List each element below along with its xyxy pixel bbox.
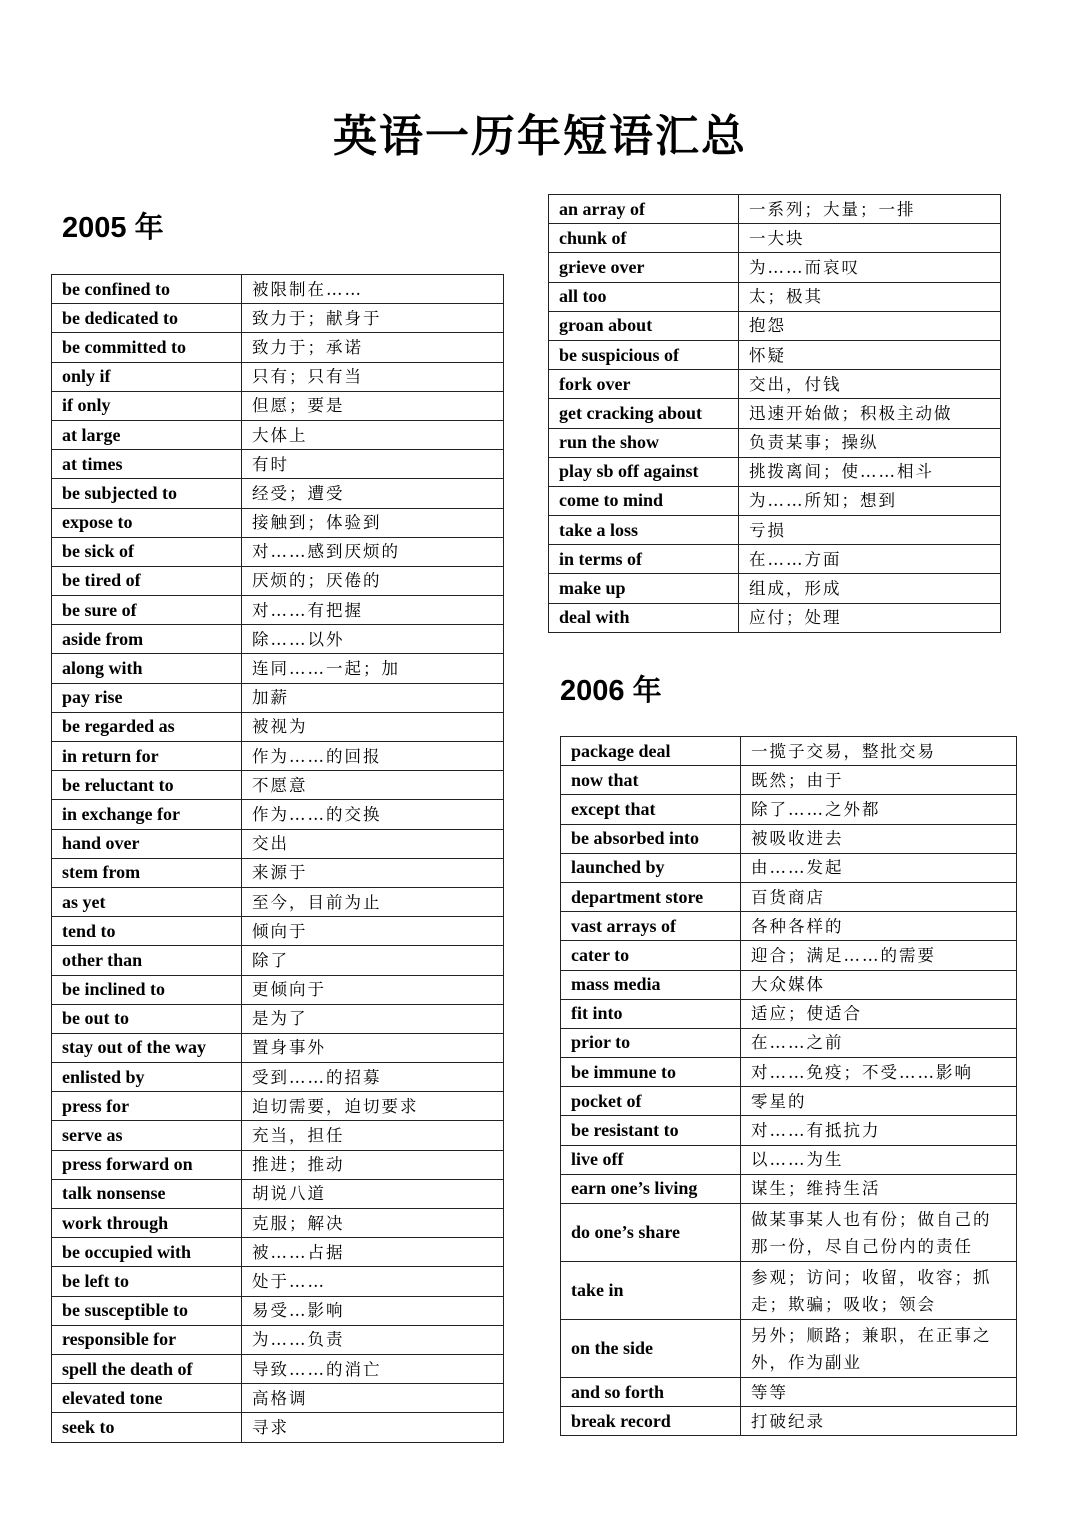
table-row bbox=[549, 545, 1001, 574]
phrase-meaning: 交出，付钱 bbox=[739, 370, 1001, 399]
table-row bbox=[549, 195, 1001, 224]
table-row bbox=[561, 1116, 1017, 1145]
phrase-english: in terms of bbox=[549, 545, 739, 574]
table-row bbox=[52, 537, 504, 566]
phrase-meaning: 充当，担任 bbox=[242, 1121, 504, 1150]
phrase-meaning: 一大块 bbox=[739, 224, 1001, 253]
table-row bbox=[561, 970, 1017, 999]
phrase-english: be regarded as bbox=[52, 712, 242, 741]
phrase-english: responsible for bbox=[52, 1325, 242, 1354]
table-row bbox=[52, 975, 504, 1004]
table-row bbox=[52, 596, 504, 625]
table-row bbox=[52, 275, 504, 304]
table-row bbox=[52, 800, 504, 829]
phrase-english: tend to bbox=[52, 917, 242, 946]
table-row bbox=[549, 253, 1001, 282]
phrase-english: pocket of bbox=[561, 1087, 741, 1116]
phrase-english: as yet bbox=[52, 887, 242, 916]
phrase-meaning: 被……占据 bbox=[242, 1238, 504, 1267]
phrase-english: deal with bbox=[549, 603, 739, 632]
phrase-english: spell the death of bbox=[52, 1354, 242, 1383]
phrase-english: in return for bbox=[52, 742, 242, 771]
phrase-meaning: 厌烦的；厌倦的 bbox=[242, 566, 504, 595]
phrase-meaning: 应付；处理 bbox=[739, 603, 1001, 632]
year-heading-2006: 2006 年 bbox=[560, 675, 662, 707]
table-row bbox=[561, 1174, 1017, 1203]
phrase-meaning: 为……所知；想到 bbox=[739, 486, 1001, 515]
phrase-meaning: 处于…… bbox=[242, 1267, 504, 1296]
table-row bbox=[52, 1267, 504, 1296]
table-row bbox=[52, 1004, 504, 1033]
table-row bbox=[561, 1320, 1017, 1378]
phrase-english: be susceptible to bbox=[52, 1296, 242, 1325]
table-row bbox=[52, 683, 504, 712]
phrase-english: be left to bbox=[52, 1267, 242, 1296]
phrase-meaning: 大众媒体 bbox=[741, 970, 1017, 999]
phrase-meaning: 置身事外 bbox=[242, 1033, 504, 1062]
phrase-english: play sb off against bbox=[549, 457, 739, 486]
phrase-meaning: 被吸收进去 bbox=[741, 824, 1017, 853]
table-row bbox=[52, 858, 504, 887]
table-row bbox=[52, 712, 504, 741]
phrase-english: launched by bbox=[561, 853, 741, 882]
phrase-english: be absorbed into bbox=[561, 824, 741, 853]
phrase-english: be occupied with bbox=[52, 1238, 242, 1267]
table-row bbox=[52, 1121, 504, 1150]
table-row bbox=[561, 912, 1017, 941]
phrase-english: only if bbox=[52, 362, 242, 391]
table-row bbox=[549, 603, 1001, 632]
phrase-english: stay out of the way bbox=[52, 1033, 242, 1062]
table-row bbox=[52, 917, 504, 946]
table-row bbox=[52, 1179, 504, 1208]
phrase-meaning: 高格调 bbox=[242, 1384, 504, 1413]
phrase-english: department store bbox=[561, 882, 741, 911]
phrase-meaning: 既然；由于 bbox=[741, 766, 1017, 795]
phrase-english: in exchange for bbox=[52, 800, 242, 829]
phrase-meaning: 推进；推动 bbox=[242, 1150, 504, 1179]
phrase-meaning: 适应；使适合 bbox=[741, 999, 1017, 1028]
phrase-meaning: 作为……的交换 bbox=[242, 800, 504, 829]
phrase-meaning: 倾向于 bbox=[242, 917, 504, 946]
phrase-meaning: 有时 bbox=[242, 450, 504, 479]
phrase-meaning: 为……负责 bbox=[242, 1325, 504, 1354]
phrase-meaning: 至今，目前为止 bbox=[242, 887, 504, 916]
table-row bbox=[561, 882, 1017, 911]
table-row bbox=[549, 370, 1001, 399]
phrase-english: be immune to bbox=[561, 1058, 741, 1087]
phrase-english: be dedicated to bbox=[52, 304, 242, 333]
phrase-english: along with bbox=[52, 654, 242, 683]
table-row bbox=[549, 486, 1001, 515]
phrase-english: package deal bbox=[561, 737, 741, 766]
phrase-meaning: 参观；访问；收留，收容；抓走；欺骗；吸收；领会 bbox=[741, 1262, 1017, 1320]
phrase-meaning: 抱怨 bbox=[739, 311, 1001, 340]
phrase-meaning: 由……发起 bbox=[741, 853, 1017, 882]
table-row bbox=[561, 1087, 1017, 1116]
table-row bbox=[52, 1033, 504, 1062]
table-row bbox=[549, 574, 1001, 603]
phrase-english: at times bbox=[52, 450, 242, 479]
table-row bbox=[561, 1204, 1017, 1262]
phrase-english: earn one’s living bbox=[561, 1174, 741, 1203]
phrase-english: at large bbox=[52, 420, 242, 449]
phrase-english: enlisted by bbox=[52, 1063, 242, 1092]
phrase-english: be subjected to bbox=[52, 479, 242, 508]
phrase-meaning: 寻求 bbox=[242, 1413, 504, 1442]
phrase-english: take a loss bbox=[549, 516, 739, 545]
phrase-meaning: 除了……之外都 bbox=[741, 795, 1017, 824]
table-row bbox=[561, 1028, 1017, 1057]
phrase-english: make up bbox=[549, 574, 739, 603]
phrase-meaning: 除了 bbox=[242, 946, 504, 975]
phrase-meaning: 谋生；维持生活 bbox=[741, 1174, 1017, 1203]
table-row bbox=[52, 1384, 504, 1413]
phrase-meaning: 除……以外 bbox=[242, 625, 504, 654]
phrase-meaning: 被视为 bbox=[242, 712, 504, 741]
table-row bbox=[561, 853, 1017, 882]
table-row bbox=[561, 1145, 1017, 1174]
phrase-meaning: 以……为生 bbox=[741, 1145, 1017, 1174]
table-row bbox=[52, 391, 504, 420]
phrase-english: prior to bbox=[561, 1028, 741, 1057]
phrase-table-2005 bbox=[51, 274, 504, 1443]
phrase-english: press for bbox=[52, 1092, 242, 1121]
phrase-english: fork over bbox=[549, 370, 739, 399]
phrase-meaning: 交出 bbox=[242, 829, 504, 858]
table-row bbox=[549, 457, 1001, 486]
phrase-english: do one’s share bbox=[561, 1204, 741, 1262]
phrase-english: mass media bbox=[561, 970, 741, 999]
table-row bbox=[561, 1058, 1017, 1087]
phrase-meaning: 致力于；承诺 bbox=[242, 333, 504, 362]
phrase-meaning: 零星的 bbox=[741, 1087, 1017, 1116]
phrase-english: talk nonsense bbox=[52, 1179, 242, 1208]
table-row bbox=[561, 737, 1017, 766]
phrase-english: hand over bbox=[52, 829, 242, 858]
phrase-english: work through bbox=[52, 1209, 242, 1238]
phrase-meaning: 在……方面 bbox=[739, 545, 1001, 574]
phrase-meaning: 接触到；体验到 bbox=[242, 508, 504, 537]
phrase-english: take in bbox=[561, 1262, 741, 1320]
phrase-meaning: 是为了 bbox=[242, 1004, 504, 1033]
phrase-meaning: 迫切需要，迫切要求 bbox=[242, 1092, 504, 1121]
phrase-english: be tired of bbox=[52, 566, 242, 595]
phrase-meaning: 连同……一起；加 bbox=[242, 654, 504, 683]
page-title: 英语一历年短语汇总 bbox=[333, 111, 747, 162]
table-row bbox=[52, 625, 504, 654]
phrase-meaning: 来源于 bbox=[242, 858, 504, 887]
phrase-meaning: 怀疑 bbox=[739, 340, 1001, 369]
table-row bbox=[52, 1063, 504, 1092]
phrase-meaning: 太；极其 bbox=[739, 282, 1001, 311]
phrase-english: serve as bbox=[52, 1121, 242, 1150]
table-row bbox=[52, 1296, 504, 1325]
phrase-english: cater to bbox=[561, 941, 741, 970]
phrase-english: other than bbox=[52, 946, 242, 975]
phrase-english: aside from bbox=[52, 625, 242, 654]
table-row bbox=[549, 311, 1001, 340]
phrase-english: break record bbox=[561, 1407, 741, 1436]
phrase-english: run the show bbox=[549, 428, 739, 457]
table-row bbox=[549, 282, 1001, 311]
phrase-english: and so forth bbox=[561, 1378, 741, 1407]
table-row bbox=[561, 1262, 1017, 1320]
phrase-meaning: 对……免疫；不受……影响 bbox=[741, 1058, 1017, 1087]
phrase-meaning: 大体上 bbox=[242, 420, 504, 449]
phrase-meaning: 打破纪录 bbox=[741, 1407, 1017, 1436]
phrase-meaning: 不愿意 bbox=[242, 771, 504, 800]
phrase-meaning: 导致……的消亡 bbox=[242, 1354, 504, 1383]
table-row bbox=[52, 304, 504, 333]
table-row bbox=[52, 1354, 504, 1383]
phrase-english: all too bbox=[549, 282, 739, 311]
table-row bbox=[52, 1238, 504, 1267]
phrase-meaning: 一揽子交易，整批交易 bbox=[741, 737, 1017, 766]
phrase-english: grieve over bbox=[549, 253, 739, 282]
phrase-english: be sick of bbox=[52, 537, 242, 566]
table-row bbox=[52, 1209, 504, 1238]
phrase-meaning: 克服；解决 bbox=[242, 1209, 504, 1238]
table-row bbox=[549, 428, 1001, 457]
phrase-meaning: 各种各样的 bbox=[741, 912, 1017, 941]
phrase-english: except that bbox=[561, 795, 741, 824]
phrase-meaning: 经受；遭受 bbox=[242, 479, 504, 508]
phrase-meaning: 胡说八道 bbox=[242, 1179, 504, 1208]
phrase-meaning: 迅速开始做；积极主动做 bbox=[739, 399, 1001, 428]
table-row bbox=[549, 340, 1001, 369]
year-heading-2005: 2005 年 bbox=[62, 212, 164, 244]
phrase-meaning: 另外；顺路；兼职，在正事之外，作为副业 bbox=[741, 1320, 1017, 1378]
table-row bbox=[52, 771, 504, 800]
phrase-english: be out to bbox=[52, 1004, 242, 1033]
table-row bbox=[52, 1413, 504, 1442]
table-row bbox=[52, 362, 504, 391]
phrase-meaning: 被限制在…… bbox=[242, 275, 504, 304]
phrase-english: chunk of bbox=[549, 224, 739, 253]
table-row bbox=[52, 479, 504, 508]
phrase-english: live off bbox=[561, 1145, 741, 1174]
table-row bbox=[52, 829, 504, 858]
phrase-english: come to mind bbox=[549, 486, 739, 515]
table-row bbox=[561, 1407, 1017, 1436]
phrase-meaning: 组成，形成 bbox=[739, 574, 1001, 603]
phrase-english: get cracking about bbox=[549, 399, 739, 428]
phrase-meaning: 对……有抵抗力 bbox=[741, 1116, 1017, 1145]
phrase-meaning: 更倾向于 bbox=[242, 975, 504, 1004]
table-row bbox=[52, 450, 504, 479]
phrase-meaning: 易受…影响 bbox=[242, 1296, 504, 1325]
phrase-english: fit into bbox=[561, 999, 741, 1028]
phrase-meaning: 百货商店 bbox=[741, 882, 1017, 911]
table-row bbox=[52, 887, 504, 916]
table-row bbox=[52, 1325, 504, 1354]
phrase-english: be committed to bbox=[52, 333, 242, 362]
phrase-meaning: 负责某事；操纵 bbox=[739, 428, 1001, 457]
table-row bbox=[561, 941, 1017, 970]
phrase-english: be suspicious of bbox=[549, 340, 739, 369]
table-row bbox=[549, 516, 1001, 545]
phrase-meaning: 挑拨离间；使……相斗 bbox=[739, 457, 1001, 486]
phrase-english: now that bbox=[561, 766, 741, 795]
phrase-english: stem from bbox=[52, 858, 242, 887]
phrase-english: elevated tone bbox=[52, 1384, 242, 1413]
phrase-english: be inclined to bbox=[52, 975, 242, 1004]
phrase-english: be sure of bbox=[52, 596, 242, 625]
phrase-meaning: 作为……的回报 bbox=[242, 742, 504, 771]
phrase-meaning: 亏损 bbox=[739, 516, 1001, 545]
phrase-meaning: 只有；只有当 bbox=[242, 362, 504, 391]
phrase-english: be confined to bbox=[52, 275, 242, 304]
table-row bbox=[561, 1378, 1017, 1407]
phrase-english: vast arrays of bbox=[561, 912, 741, 941]
phrase-english: if only bbox=[52, 391, 242, 420]
table-row bbox=[52, 1150, 504, 1179]
table-row bbox=[52, 420, 504, 449]
phrase-meaning: 受到……的招募 bbox=[242, 1063, 504, 1092]
table-row bbox=[561, 824, 1017, 853]
table-row bbox=[561, 795, 1017, 824]
phrase-english: on the side bbox=[561, 1320, 741, 1378]
phrase-meaning: 为……而哀叹 bbox=[739, 253, 1001, 282]
table-row bbox=[561, 999, 1017, 1028]
phrase-english: an array of bbox=[549, 195, 739, 224]
table-row bbox=[52, 946, 504, 975]
phrase-meaning: 但愿；要是 bbox=[242, 391, 504, 420]
phrase-meaning: 致力于；献身于 bbox=[242, 304, 504, 333]
table-row bbox=[52, 654, 504, 683]
phrase-table-2006 bbox=[560, 736, 1017, 1436]
phrase-english: be reluctant to bbox=[52, 771, 242, 800]
phrase-meaning: 在……之前 bbox=[741, 1028, 1017, 1057]
phrase-english: expose to bbox=[52, 508, 242, 537]
phrase-english: be resistant to bbox=[561, 1116, 741, 1145]
phrase-meaning: 迎合；满足……的需要 bbox=[741, 941, 1017, 970]
phrase-table-2005-continued bbox=[548, 194, 1001, 633]
phrase-english: press forward on bbox=[52, 1150, 242, 1179]
table-row bbox=[52, 566, 504, 595]
phrase-english: seek to bbox=[52, 1413, 242, 1442]
table-row bbox=[561, 766, 1017, 795]
phrase-meaning: 加薪 bbox=[242, 683, 504, 712]
phrase-english: pay rise bbox=[52, 683, 242, 712]
table-row bbox=[549, 399, 1001, 428]
table-row bbox=[52, 333, 504, 362]
phrase-meaning: 等等 bbox=[741, 1378, 1017, 1407]
table-row bbox=[52, 1092, 504, 1121]
phrase-meaning: 做某事某人也有份；做自己的那一份，尽自己份内的责任 bbox=[741, 1204, 1017, 1262]
phrase-meaning: 对……有把握 bbox=[242, 596, 504, 625]
table-row bbox=[52, 508, 504, 537]
table-row bbox=[52, 742, 504, 771]
table-row bbox=[549, 224, 1001, 253]
phrase-meaning: 一系列；大量；一排 bbox=[739, 195, 1001, 224]
phrase-english: groan about bbox=[549, 311, 739, 340]
phrase-meaning: 对……感到厌烦的 bbox=[242, 537, 504, 566]
